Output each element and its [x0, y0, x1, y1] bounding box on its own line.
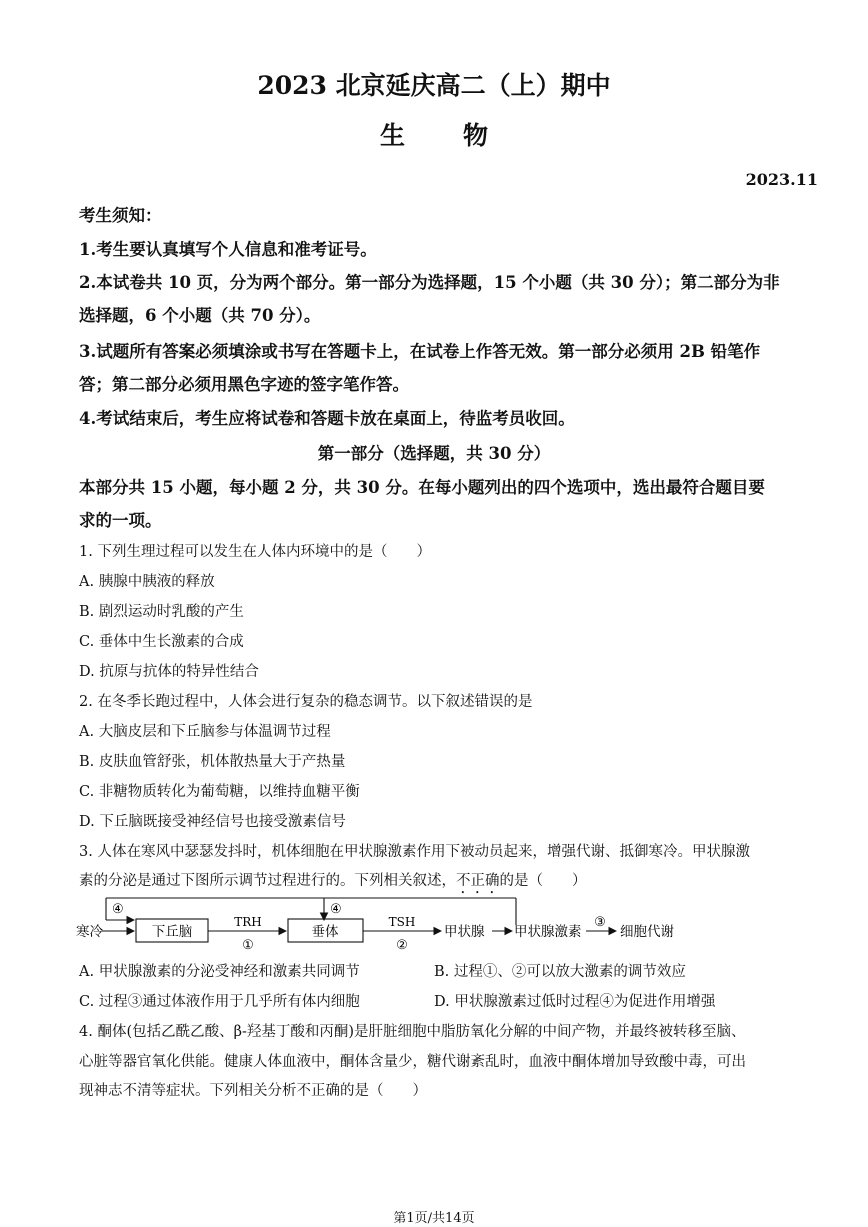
- question-1-option-c: C. 垂体中生长激素的合成: [79, 634, 244, 650]
- notice-heading: 考生须知：: [79, 206, 162, 225]
- exam-title: 2023 北京延庆高二（上）期中: [257, 71, 611, 100]
- diagram-step-1: ①: [242, 938, 254, 953]
- question-1-option-d: D. 抗原与抗体的特异性结合: [79, 664, 259, 680]
- question-2-stem: 2. 在冬季长跑过程中，人体会进行复杂的稳态调节。以下叙述错误的是: [79, 694, 533, 710]
- emphasis-not-correct: 不正确: [456, 873, 500, 889]
- notice-item: 2.本试卷共 10 页，分为两个部分。第一部分为选择题，15 个小题（共 30 分）；第二部分为非: [79, 273, 780, 292]
- part1-title: 第一部分（选择题，共 30 分）: [317, 444, 551, 463]
- diagram-tsh-label: TSH: [388, 915, 416, 929]
- notice-item: 3.试题所有答案必须填涂或书写在答题卡上，在试卷上作答无效。第一部分必须用 2B 铅笔作: [79, 342, 761, 361]
- question-3-option-a: A. 甲状腺激素的分泌受神经和激素共同调节: [79, 964, 360, 980]
- question-1-stem: 1. 下列生理过程可以发生在人体内环境中的是（ ）: [79, 544, 431, 560]
- question-2-option-b: B. 皮肤血管舒张，机体散热量大于产热量: [79, 754, 346, 770]
- diagram-step-4-pituitary: ④: [330, 902, 342, 917]
- notice-item: 选择题，6 个小题（共 70 分）。: [79, 306, 321, 325]
- question-2-option-d: D. 下丘脑既接受神经信号也接受激素信号: [79, 814, 346, 830]
- question-1-option-a: A. 胰腺中胰液的释放: [79, 574, 215, 590]
- question-2-option-c: C. 非糖物质转化为葡萄糖，以维持血糖平衡: [79, 784, 360, 800]
- diagram-cold-label: 寒冷: [76, 924, 103, 940]
- notice-item: 答；第二部分必须用黑色字迹的签字笔作答。: [79, 375, 409, 394]
- diagram-hypothalamus-label: 下丘脑: [151, 924, 193, 940]
- notice-item: 4.考试结束后，考生应将试卷和答题卡放在桌面上，待监考员收回。: [79, 409, 575, 428]
- subject-title: 生物: [379, 121, 546, 150]
- question-3-stem: 素的分泌是通过下图所示调节过程进行的。下列相关叙述，不正确的是（ ）: [79, 873, 587, 889]
- question-2-option-a: A. 大脑皮层和下丘脑参与体温调节过程: [79, 724, 331, 740]
- diagram-step-2: ②: [396, 938, 408, 953]
- diagram-metabolism-label: 细胞代谢: [620, 924, 674, 940]
- diagram-hormone-label: 甲状腺激素: [514, 924, 582, 940]
- diagram-step-4-hypothalamus: ④: [112, 902, 124, 917]
- part1-intro: 求的一项。: [79, 511, 162, 530]
- question-1-option-b: B. 剧烈运动时乳酸的产生: [79, 604, 244, 620]
- diagram-step-3: ③: [594, 915, 606, 930]
- diagram-trh-label: TRH: [234, 915, 262, 929]
- question-4-stem: 现神志不清等症状。下列相关分析不正确的是（ ）: [79, 1083, 427, 1099]
- part1-intro: 本部分共 15 小题，每小题 2 分，共 30 分。在每小题列出的四个选项中，选出最符合题目要: [79, 478, 765, 497]
- thyroid-regulation-diagram: [76, 893, 716, 955]
- question-4-stem: 心脏等器官氧化供能。健康人体血液中，酮体含量少，糖代谢紊乱时，血液中酮体增加导致酸中毒，可出: [79, 1054, 746, 1070]
- question-3-option-b: B. 过程①、②可以放大激素的调节效应: [434, 964, 686, 980]
- question-3-stem: 3. 人体在寒风中瑟瑟发抖时，机体细胞在甲状腺激素作用下被动员起来，增强代谢、抵御寒冷。甲状腺激: [79, 844, 750, 860]
- notice-item: 1.考生要认真填写个人信息和准考证号。: [79, 240, 377, 259]
- diagram-pituitary-label: 垂体: [311, 924, 339, 940]
- question-4-stem: 4. 酮体(包括乙酰乙酸、β-羟基丁酸和丙酮)是肝脏细胞中脂肪氧化分解的中间产物，并最终被转移至脑、: [79, 1024, 746, 1040]
- diagram-thyroid-label: 甲状腺: [444, 924, 485, 940]
- exam-date: 2023.11: [745, 170, 818, 189]
- question-3-option-d: D. 甲状腺激素过低时过程④为促进作用增强: [434, 994, 716, 1010]
- question-3-option-c: C. 过程③通过体液作用于几乎所有体内细胞: [79, 994, 360, 1010]
- page-number: 第1页/共14页: [393, 1211, 475, 1226]
